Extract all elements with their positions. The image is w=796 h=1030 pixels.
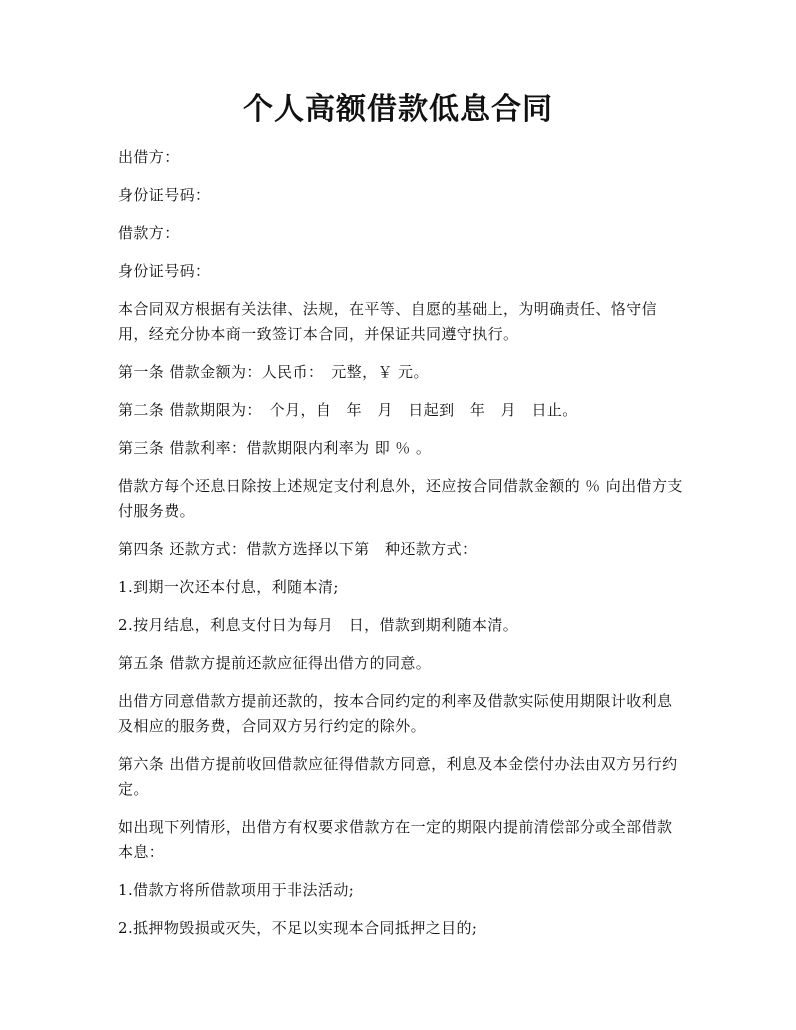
- paragraph-repay-option-1: 1.到期一次还本付息，利随本清;: [118, 578, 339, 596]
- document-title: 个人高额借款低息合同: [243, 92, 553, 127]
- paragraph-article-4: 第四条 还款方式：借款方选择以下第 种还款方式：: [118, 540, 478, 558]
- paragraph-article-5: 第五条 借款方提前还款应征得出借方的同意。: [118, 654, 432, 672]
- paragraph-repay-option-2: 2.按月结息，利息支付日为每月 日，借款到期利随本清。: [118, 616, 519, 634]
- paragraph-article-2: 第二条 借款期限为： 个月，自 年 月 日起到 年 月 日止。: [118, 401, 578, 419]
- paragraph-condition-1: 1.借款方将所借款项用于非法活动;: [118, 881, 355, 899]
- paragraph-borrower: 借款方：: [118, 224, 180, 242]
- paragraph-condition-2: 2.抵押物毁损或灭失，不足以实现本合同抵押之目的;: [118, 919, 478, 937]
- paragraph-conditions-intro: 如出现下列情形，出借方有权要求借款方在一定的期限内提前清偿部分或全部借款本息：: [118, 818, 673, 861]
- paragraph-service-fee: 借款方每个还息日除按上述规定支付利息外，还应按合同借款金额的 ％ 向出借方支付服务费。: [118, 477, 683, 520]
- paragraph-lender-id: 身份证号码：: [118, 186, 211, 204]
- paragraph-article-3: 第三条 借款利率：借款期限内利率为 即 ％ 。: [118, 439, 432, 457]
- paragraph-article-6: 第六条 出借方提前收回借款应征得借款方同意，利息及本金偿付办法由双方另行约定。: [118, 755, 678, 798]
- paragraph-early-repay: 出借方同意借款方提前还款的，按本合同约定的利率及借款实际使用期限计收利息及相应的服务费，合同双方另行约定的除外。: [118, 692, 673, 735]
- paragraph-borrower-id: 身份证号码：: [118, 262, 211, 280]
- document-body: [118, 145, 684, 954]
- paragraph-article-1: 第一条 借款金额为：人民币： 元整，￥ 元。: [118, 363, 429, 381]
- paragraph-preamble: 本合同双方根据有关法律、法规，在平等、自愿的基础上，为明确责任、恪守信用，经充分协本商一致签订本合同，并保证共同遵守执行。: [118, 300, 658, 343]
- paragraph-lender: 出借方：: [118, 148, 180, 166]
